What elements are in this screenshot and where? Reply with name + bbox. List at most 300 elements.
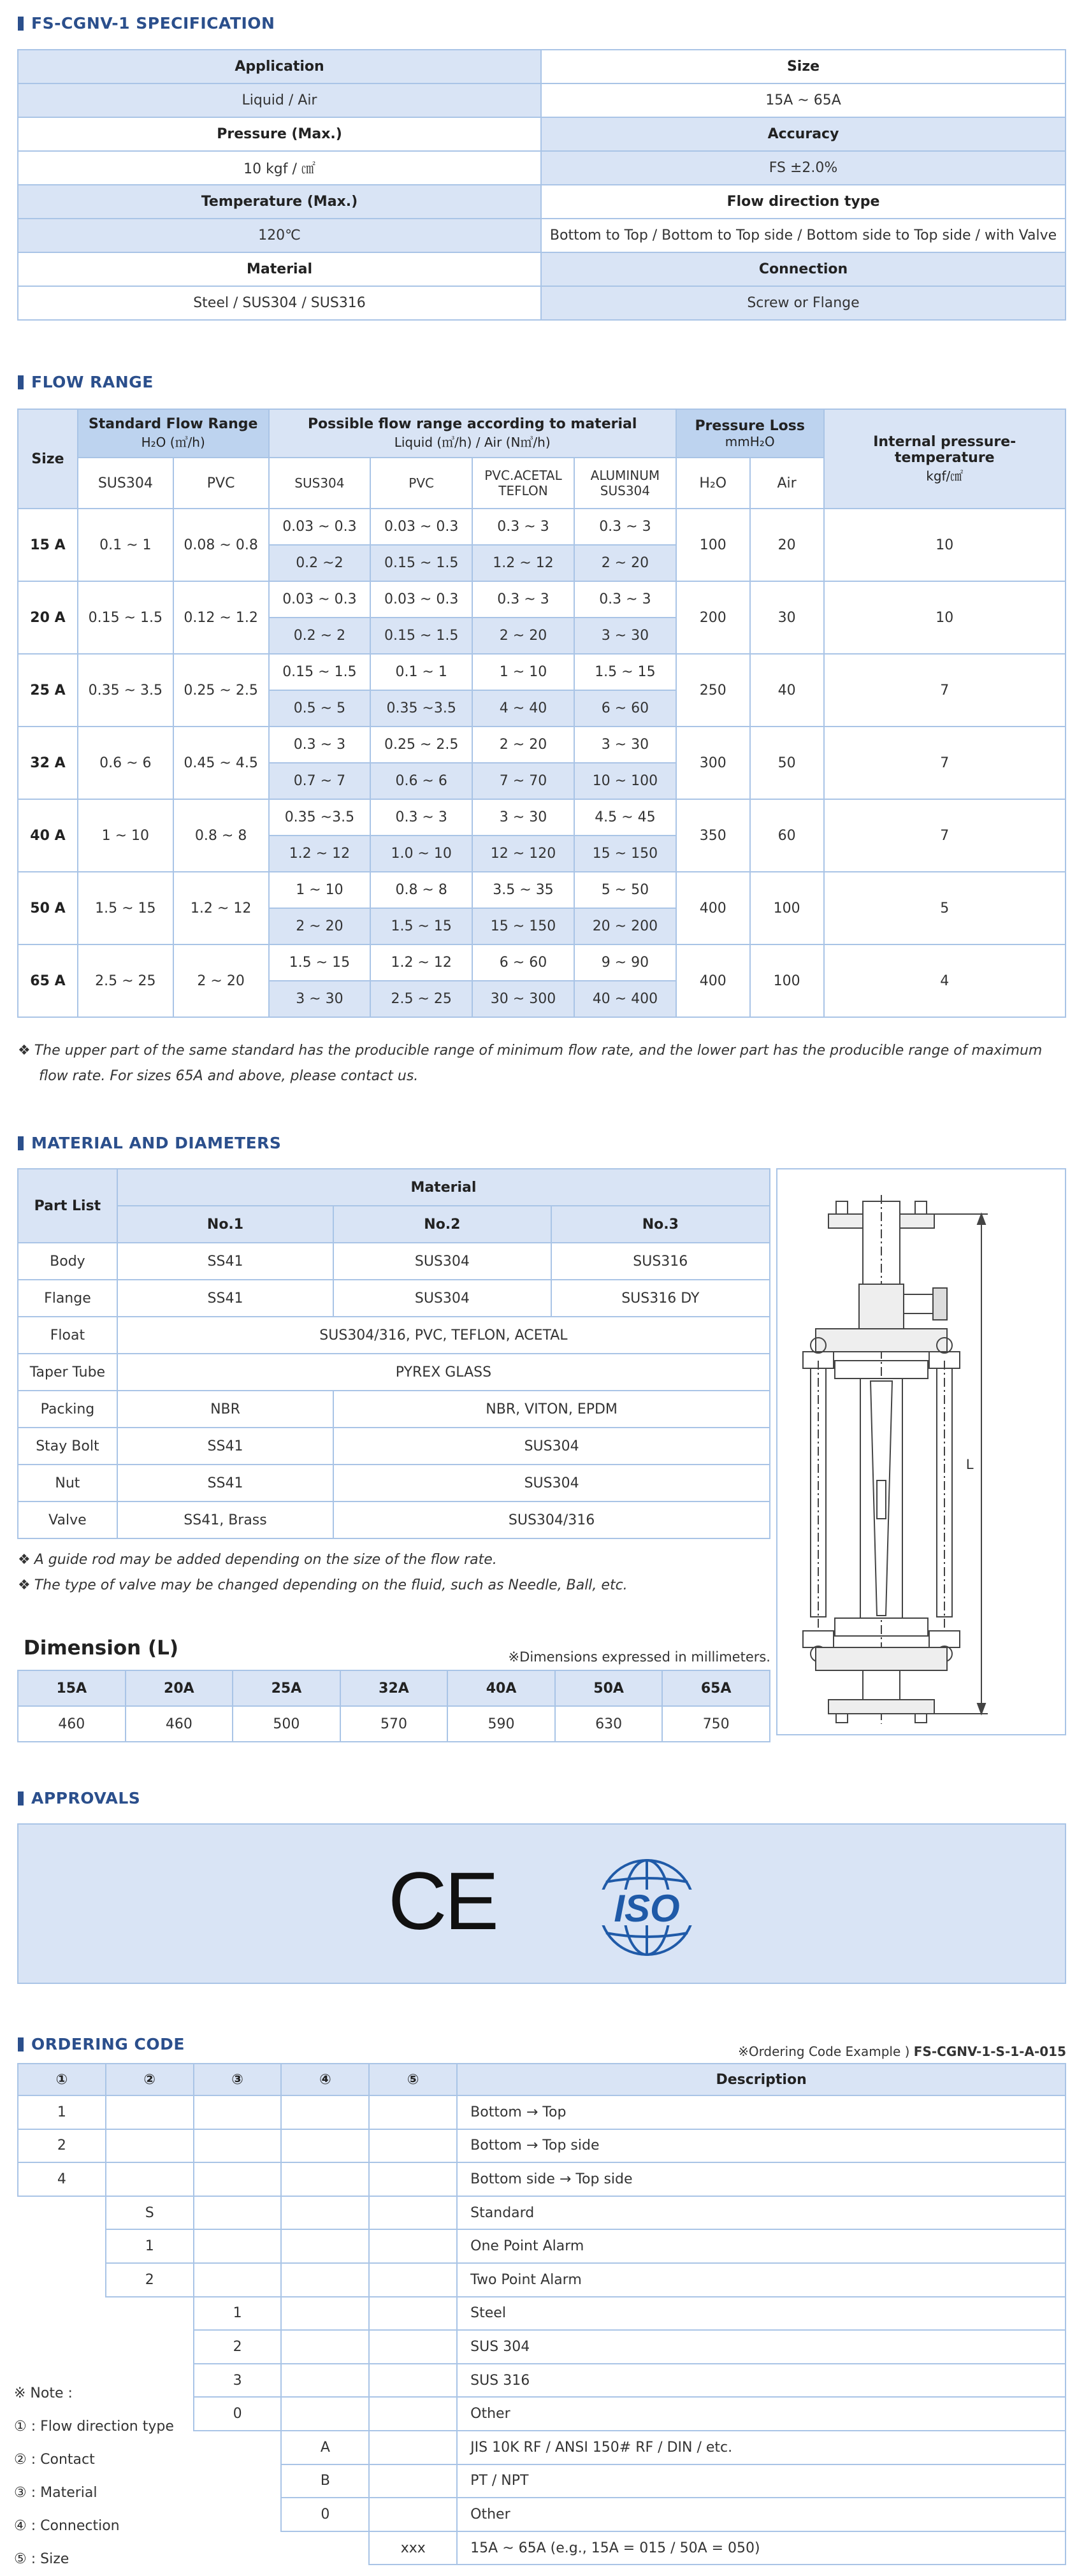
flow-internal: 10 <box>824 581 1066 654</box>
material-value: SUS316 <box>551 1243 770 1280</box>
material-part-name: Body <box>18 1243 117 1280</box>
ordering-row <box>18 2129 1066 2163</box>
spec-label: Material <box>18 252 541 286</box>
approvals-panel <box>17 1823 1066 1984</box>
iso-globe-icon <box>591 1856 703 1958</box>
spec-table <box>17 49 1066 321</box>
ordering-code: 1 <box>194 2297 282 2331</box>
flow-loss-air: 100 <box>750 944 824 1017</box>
ordering-empty-cell <box>281 2397 369 2431</box>
spec-title <box>18 14 275 33</box>
material-value: SUS304 <box>333 1465 770 1501</box>
flow-loss-h2o: 200 <box>676 581 750 654</box>
flow-material-col: ALUMINUM SUS304 <box>574 458 676 509</box>
flow-max-range: 3 ~ 30 <box>269 981 371 1017</box>
material-value: SS41 <box>117 1465 333 1501</box>
flow-max-range: 10 ~ 100 <box>574 763 676 799</box>
material-table <box>17 1168 770 1539</box>
flow-loss-h2o: 300 <box>676 727 750 799</box>
flow-title <box>18 373 154 391</box>
ordering-col-header: Description <box>457 2064 1066 2095</box>
flow-internal: 7 <box>824 799 1066 872</box>
flow-max-range: 1.2 ~ 12 <box>269 836 371 872</box>
flow-internal: 10 <box>824 509 1066 581</box>
flow-loss-air: 60 <box>750 799 824 872</box>
dimension-size: 50A <box>555 1670 663 1706</box>
flow-row <box>18 509 1066 545</box>
flow-min-range: 3 ~ 30 <box>472 799 574 836</box>
dimension-size: 32A <box>340 1670 448 1706</box>
flow-row <box>18 654 1066 690</box>
flow-loss-h2o: 100 <box>676 509 750 581</box>
flow-max-range: 7 ~ 70 <box>472 763 574 799</box>
flow-max-range: 0.7 ~ 7 <box>269 763 371 799</box>
flow-min-range: 0.03 ~ 0.3 <box>269 581 371 618</box>
ordering-empty-cell <box>194 2464 282 2498</box>
flow-std-col: PVC <box>173 458 269 509</box>
material-row-packing <box>18 1391 770 1428</box>
ordering-empty-cell <box>369 2297 457 2331</box>
flow-std-pvc: 0.25 ~ 2.5 <box>173 654 269 727</box>
flow-min-range: 2 ~ 20 <box>472 727 574 763</box>
flow-max-range: 0.6 ~ 6 <box>370 763 472 799</box>
ordering-example <box>738 2044 1066 2059</box>
spec-label: Connection <box>541 252 1066 286</box>
spec-value: Bottom to Top / Bottom to Top side / Bottom side to Top side / with Valve <box>541 219 1066 252</box>
spec-value: Screw or Flange <box>541 286 1066 320</box>
flow-internal: 4 <box>824 944 1066 1017</box>
material-part-name: Float <box>18 1317 117 1354</box>
flow-loss-h2o: 250 <box>676 654 750 727</box>
dimension-value: 590 <box>447 1706 555 1742</box>
flow-min-range: 0.3 ~ 3 <box>574 581 676 618</box>
ordering-empty-cell <box>194 2263 282 2297</box>
dimension-size: 25A <box>233 1670 340 1706</box>
spec-value: 15A ~ 65A <box>541 83 1066 117</box>
material-part-name: Nut <box>18 1465 117 1501</box>
material-row-float <box>18 1317 770 1354</box>
flow-min-range: 9 ~ 90 <box>574 944 676 981</box>
spec-value: 120℃ <box>18 219 541 252</box>
ordering-code: S <box>106 2196 194 2230</box>
ordering-description: PT / NPT <box>457 2464 1066 2498</box>
flow-size-header: Size <box>18 409 78 509</box>
ordering-empty-cell <box>369 2431 457 2464</box>
drawing-dimension-label: L <box>966 1456 974 1472</box>
ordering-empty-cell <box>281 2129 369 2163</box>
flow-min-range: 1.2 ~ 12 <box>370 944 472 981</box>
flow-table <box>17 409 1066 1018</box>
flow-size: 40 A <box>18 799 78 872</box>
material-title-text: MATERIAL AND DIAMETERS <box>31 1134 282 1152</box>
ordering-row <box>18 2531 1066 2565</box>
ordering-description: SUS 304 <box>457 2330 1066 2364</box>
flow-max-range: 0.35 ~3.5 <box>370 690 472 727</box>
material-part-name: Flange <box>18 1280 117 1317</box>
ordering-row <box>18 2498 1066 2531</box>
flow-std-sus: 0.6 ~ 6 <box>78 727 173 799</box>
dimension-title: Dimension (L) <box>24 1637 179 1660</box>
material-value: PYREX GLASS <box>117 1354 770 1391</box>
dimension-value: 630 <box>555 1706 663 1742</box>
flow-std-sus: 1 ~ 10 <box>78 799 173 872</box>
flow-size: 25 A <box>18 654 78 727</box>
flow-std-pvc: 0.8 ~ 8 <box>173 799 269 872</box>
ordering-empty-cell <box>194 2162 282 2196</box>
flow-internal: 7 <box>824 727 1066 799</box>
ordering-empty-cell <box>194 2229 282 2263</box>
flow-min-range: 0.35 ~3.5 <box>269 799 371 836</box>
ordering-empty-cell <box>281 2162 369 2196</box>
ce-mark: CE <box>388 1856 496 1947</box>
material-value: SUS304/316 <box>333 1501 770 1538</box>
section-marker <box>18 2037 24 2051</box>
flow-max-range: 4 ~ 40 <box>472 690 574 727</box>
dimension-value: 460 <box>18 1706 126 1742</box>
flow-min-range: 0.03 ~ 0.3 <box>269 509 371 545</box>
ordering-empty-cell <box>369 2263 457 2297</box>
ordering-empty-cell <box>106 2129 194 2163</box>
ordering-code: 1 <box>18 2095 106 2129</box>
flow-std-pvc: 0.08 ~ 0.8 <box>173 509 269 581</box>
flow-row <box>18 799 1066 836</box>
flow-std-sus: 1.5 ~ 15 <box>78 872 173 944</box>
flow-min-range: 3 ~ 30 <box>574 727 676 763</box>
spec-title-text: FS-CGNV-1 SPECIFICATION <box>31 14 275 33</box>
ordering-code: 2 <box>18 2129 106 2163</box>
flow-min-range: 1.5 ~ 15 <box>574 654 676 690</box>
ordering-col-header: ④ <box>281 2064 369 2095</box>
material-value: SUS304/316, PVC, TEFLON, ACETAL <box>117 1317 770 1354</box>
ordering-empty-cell <box>369 2498 457 2531</box>
ordering-description: One Point Alarm <box>457 2229 1066 2263</box>
dimension-note: ※Dimensions expressed in millimeters. <box>508 1649 770 1665</box>
ordering-code: A <box>281 2431 369 2464</box>
dimension-size: 65A <box>662 1670 770 1706</box>
material-header: Material <box>117 1169 770 1206</box>
flow-loss-col: H₂O <box>676 458 750 509</box>
ordering-empty-cell <box>281 2263 369 2297</box>
flow-min-range: 1.5 ~ 15 <box>269 944 371 981</box>
ordering-code: 0 <box>194 2397 282 2431</box>
flow-max-range: 2.5 ~ 25 <box>370 981 472 1017</box>
flow-note-line-1: The upper part of the same standard has the producible range of minimum flow rate, and the lower part has the producible range of maximum <box>34 1043 1043 1059</box>
ordering-note-title: ※ Note : <box>14 2385 73 2401</box>
ordering-code: 2 <box>106 2263 194 2297</box>
section-marker <box>18 1136 24 1150</box>
ordering-notes <box>14 2377 174 2576</box>
ordering-note: ③ : Material <box>14 2485 98 2501</box>
ordering-example-label: ※Ordering Code Example ) <box>738 2044 910 2059</box>
flow-loss-air: 100 <box>750 872 824 944</box>
flow-min-range: 0.3 ~ 3 <box>472 509 574 545</box>
material-value: SS41 <box>117 1243 333 1280</box>
ordering-col-header: ⑤ <box>369 2064 457 2095</box>
flow-size: 50 A <box>18 872 78 944</box>
flow-title-text: FLOW RANGE <box>31 373 154 391</box>
ordering-empty-cell <box>369 2196 457 2230</box>
ordering-empty-cell <box>194 2431 282 2464</box>
ordering-col-header: ① <box>18 2064 106 2095</box>
flow-min-range: 0.3 ~ 3 <box>574 509 676 545</box>
ordering-row <box>18 2330 1066 2364</box>
ordering-description: Other <box>457 2498 1066 2531</box>
flow-max-range: 20 ~ 200 <box>574 908 676 944</box>
section-marker <box>18 1791 24 1805</box>
spec-value: 10 kgf / ㎠ <box>18 151 541 185</box>
ordering-note: ⑤ : Size <box>14 2551 69 2567</box>
ordering-description: Bottom → Top side <box>457 2129 1066 2163</box>
flow-std-pvc: 0.45 ~ 4.5 <box>173 727 269 799</box>
ordering-table <box>17 2063 1066 2565</box>
ordering-description: SUS 316 <box>457 2364 1066 2398</box>
flow-max-range: 1.2 ~ 12 <box>472 545 574 581</box>
flow-internal: 5 <box>824 872 1066 944</box>
flow-std-pvc: 1.2 ~ 12 <box>173 872 269 944</box>
flow-max-range: 3 ~ 30 <box>574 618 676 654</box>
spec-label: Pressure (Max.) <box>18 117 541 151</box>
material-row-body <box>18 1243 770 1280</box>
material-part-name: Packing <box>18 1391 117 1428</box>
ordering-title <box>18 2035 185 2053</box>
ordering-empty-cell <box>369 2364 457 2398</box>
ordering-empty-cell <box>194 2196 282 2230</box>
ordering-empty-cell <box>106 2095 194 2129</box>
flow-std-sus: 0.35 ~ 3.5 <box>78 654 173 727</box>
material-value: SUS304 <box>333 1243 551 1280</box>
ordering-code: xxx <box>369 2531 457 2565</box>
material-value: SS41 <box>117 1280 333 1317</box>
flow-row <box>18 727 1066 763</box>
material-value: NBR, VITON, EPDM <box>333 1391 770 1428</box>
spec-label: Size <box>541 50 1066 83</box>
flow-possible-header: Possible flow range according to material Liquid (㎥/h) / Air (N㎥/h) <box>269 409 676 458</box>
flow-min-range: 1 ~ 10 <box>269 872 371 908</box>
flowmeter-drawing-svg <box>777 1169 1065 1734</box>
flow-max-range: 15 ~ 150 <box>574 836 676 872</box>
dimension-size: 20A <box>126 1670 233 1706</box>
flow-size: 20 A <box>18 581 78 654</box>
flow-max-range: 0.2 ~2 <box>269 545 371 581</box>
ordering-row <box>18 2364 1066 2398</box>
ordering-row <box>18 2196 1066 2230</box>
material-value: SUS316 DY <box>551 1280 770 1317</box>
flow-min-range: 4.5 ~ 45 <box>574 799 676 836</box>
part-list-header: Part List <box>18 1169 117 1243</box>
ordering-description: JIS 10K RF / ANSI 150# RF / DIN / etc. <box>457 2431 1066 2464</box>
dimension-size: 15A <box>18 1670 126 1706</box>
ordering-code: B <box>281 2464 369 2498</box>
ordering-row <box>18 2464 1066 2498</box>
flow-loss-h2o: 350 <box>676 799 750 872</box>
flow-size: 32 A <box>18 727 78 799</box>
ordering-empty-cell <box>281 2330 369 2364</box>
ordering-description: Two Point Alarm <box>457 2263 1066 2297</box>
flow-max-range: 0.15 ~ 1.5 <box>370 618 472 654</box>
material-value: SS41, Brass <box>117 1501 333 1538</box>
flow-row <box>18 944 1066 981</box>
dimension-value: 460 <box>126 1706 233 1742</box>
ordering-empty-cell <box>194 2129 282 2163</box>
flow-std-pvc: 0.12 ~ 1.2 <box>173 581 269 654</box>
flow-std-sus: 0.1 ~ 1 <box>78 509 173 581</box>
flow-loss-h2o: 400 <box>676 944 750 1017</box>
ordering-note: ④ : Connection <box>14 2518 120 2534</box>
ordering-col-header: ③ <box>194 2064 282 2095</box>
flow-loss-air: 30 <box>750 581 824 654</box>
flow-loss-air: 50 <box>750 727 824 799</box>
spec-value: FS ±2.0% <box>541 151 1066 185</box>
material-part-name: Taper Tube <box>18 1354 117 1391</box>
spec-label: Temperature (Max.) <box>18 185 541 219</box>
spec-label: Flow direction type <box>541 185 1066 219</box>
flow-max-range: 40 ~ 400 <box>574 981 676 1017</box>
ordering-empty-cell <box>281 2095 369 2129</box>
flow-max-range: 12 ~ 120 <box>472 836 574 872</box>
iso-logo <box>591 1856 703 1958</box>
flow-min-range: 0.3 ~ 3 <box>269 727 371 763</box>
flow-max-range: 1.0 ~ 10 <box>370 836 472 872</box>
ordering-empty-cell <box>281 2229 369 2263</box>
material-row-valve <box>18 1501 770 1538</box>
ordering-empty-cell <box>369 2229 457 2263</box>
flow-loss-air: 40 <box>750 654 824 727</box>
ordering-empty-cell <box>106 2297 194 2331</box>
ordering-empty-cell <box>281 2196 369 2230</box>
flow-min-range: 0.03 ~ 0.3 <box>370 581 472 618</box>
material-row-staybolt <box>18 1428 770 1465</box>
approvals-title <box>18 1789 140 1807</box>
approvals-title-text: APPROVALS <box>31 1789 141 1807</box>
ordering-row <box>18 2397 1066 2431</box>
material-col-header: No.2 <box>333 1206 551 1243</box>
material-col-header: No.3 <box>551 1206 770 1243</box>
flow-row <box>18 581 1066 618</box>
ordering-code: 2 <box>194 2330 282 2364</box>
ordering-empty-cell <box>281 2297 369 2331</box>
flow-note-line-2: flow rate. For sizes 65A and above, please contact us. <box>39 1068 419 1084</box>
material-part-name: Stay Bolt <box>18 1428 117 1465</box>
flow-material-col: PVC.ACETAL TEFLON <box>472 458 574 509</box>
ordering-empty-cell <box>18 2297 106 2331</box>
ordering-empty-cell <box>106 2330 194 2364</box>
flow-max-range: 0.2 ~ 2 <box>269 618 371 654</box>
ordering-empty-cell <box>106 2162 194 2196</box>
ordering-empty-cell <box>369 2330 457 2364</box>
flow-max-range: 2 ~ 20 <box>574 545 676 581</box>
ordering-code: 0 <box>281 2498 369 2531</box>
spec-value: Steel / SUS304 / SUS316 <box>18 286 541 320</box>
ordering-row <box>18 2431 1066 2464</box>
flow-max-range: 2 ~ 20 <box>472 618 574 654</box>
ordering-row <box>18 2095 1066 2129</box>
material-row-nut <box>18 1465 770 1501</box>
material-value: SUS304 <box>333 1280 551 1317</box>
ordering-empty-cell <box>18 2229 106 2263</box>
flow-std-header: Standard Flow Range H₂O (㎥/h) <box>78 409 269 458</box>
ordering-empty-cell <box>18 2196 106 2230</box>
dimension-value: 750 <box>662 1706 770 1742</box>
flow-note: ❖ The upper part of the same standard has the producible range of minimum flow rate, and the lower part has the producible range of maximum flow rate. For sizes 65A and above, please contact us. <box>18 1038 1042 1089</box>
material-part-name: Valve <box>18 1501 117 1538</box>
material-value: SS41 <box>117 1428 333 1465</box>
flow-row <box>18 872 1066 908</box>
material-notes: ❖ A guide rod may be added depending on the size of the flow rate. ❖ The type of valve may be changed depending on the fluid, such as Needle, Ball, etc. <box>18 1552 628 1593</box>
flow-min-range: 0.03 ~ 0.3 <box>370 509 472 545</box>
material-col-header: No.1 <box>117 1206 333 1243</box>
flow-max-range: 6 ~ 60 <box>574 690 676 727</box>
ordering-code: 3 <box>194 2364 282 2398</box>
flow-max-range: 2 ~ 20 <box>269 908 371 944</box>
dimension-value: 500 <box>233 1706 340 1742</box>
flow-min-range: 1 ~ 10 <box>472 654 574 690</box>
flow-min-range: 0.15 ~ 1.5 <box>269 654 371 690</box>
ordering-empty-cell <box>369 2162 457 2196</box>
ordering-row <box>18 2162 1066 2196</box>
material-value: SUS304 <box>333 1428 770 1465</box>
ordering-description: Standard <box>457 2196 1066 2230</box>
dimension-table <box>17 1670 770 1742</box>
flow-loss-col: Air <box>750 458 824 509</box>
flow-std-col: SUS304 <box>78 458 173 509</box>
ordering-row <box>18 2297 1066 2331</box>
ordering-note: ① : Flow direction type <box>14 2419 174 2435</box>
iso-text: ISO <box>614 1887 680 1930</box>
flow-material-col: SUS304 <box>269 458 371 509</box>
material-title <box>18 1134 281 1152</box>
ordering-description: Bottom side → Top side <box>457 2162 1066 2196</box>
flow-internal: 7 <box>824 654 1066 727</box>
dimension-size: 40A <box>447 1670 555 1706</box>
ordering-note: ② : Contact <box>14 2452 95 2468</box>
ordering-row <box>18 2263 1066 2297</box>
flow-min-range: 0.8 ~ 8 <box>370 872 472 908</box>
flow-loss-air: 20 <box>750 509 824 581</box>
section-marker <box>18 375 24 389</box>
spec-value: Liquid / Air <box>18 83 541 117</box>
ordering-empty-cell <box>18 2330 106 2364</box>
ordering-example-code: FS-CGNV-1-S-1-A-015 <box>913 2044 1066 2059</box>
flow-loss-header: Pressure Loss mmH₂O <box>676 409 824 458</box>
section-marker <box>18 17 24 31</box>
flow-std-sus: 0.15 ~ 1.5 <box>78 581 173 654</box>
flow-min-range: 0.3 ~ 3 <box>472 581 574 618</box>
ordering-description: Bottom → Top <box>457 2095 1066 2129</box>
flow-max-range: 0.15 ~ 1.5 <box>370 545 472 581</box>
flow-max-range: 1.5 ~ 15 <box>370 908 472 944</box>
ordering-empty-cell <box>281 2364 369 2398</box>
flow-min-range: 0.3 ~ 3 <box>370 799 472 836</box>
flow-min-range: 0.1 ~ 1 <box>370 654 472 690</box>
flow-std-pvc: 2 ~ 20 <box>173 944 269 1017</box>
flow-max-range: 15 ~ 150 <box>472 908 574 944</box>
material-value: NBR <box>117 1391 333 1428</box>
flow-max-range: 30 ~ 300 <box>472 981 574 1017</box>
flow-internal-header: Internal pressure-temperature kgf/㎠ <box>824 409 1066 509</box>
flow-min-range: 5 ~ 50 <box>574 872 676 908</box>
flow-min-range: 3.5 ~ 35 <box>472 872 574 908</box>
ordering-empty-cell <box>369 2095 457 2129</box>
ordering-description: Other <box>457 2397 1066 2431</box>
material-row-taper <box>18 1354 770 1391</box>
flow-std-sus: 2.5 ~ 25 <box>78 944 173 1017</box>
material-row-flange <box>18 1280 770 1317</box>
flowmeter-drawing <box>776 1168 1066 1735</box>
material-note-2: The type of valve may be changed depending on the fluid, such as Needle, Ball, etc. <box>34 1577 628 1593</box>
dimension-value: 570 <box>340 1706 448 1742</box>
ordering-empty-cell <box>369 2129 457 2163</box>
ordering-code: 4 <box>18 2162 106 2196</box>
